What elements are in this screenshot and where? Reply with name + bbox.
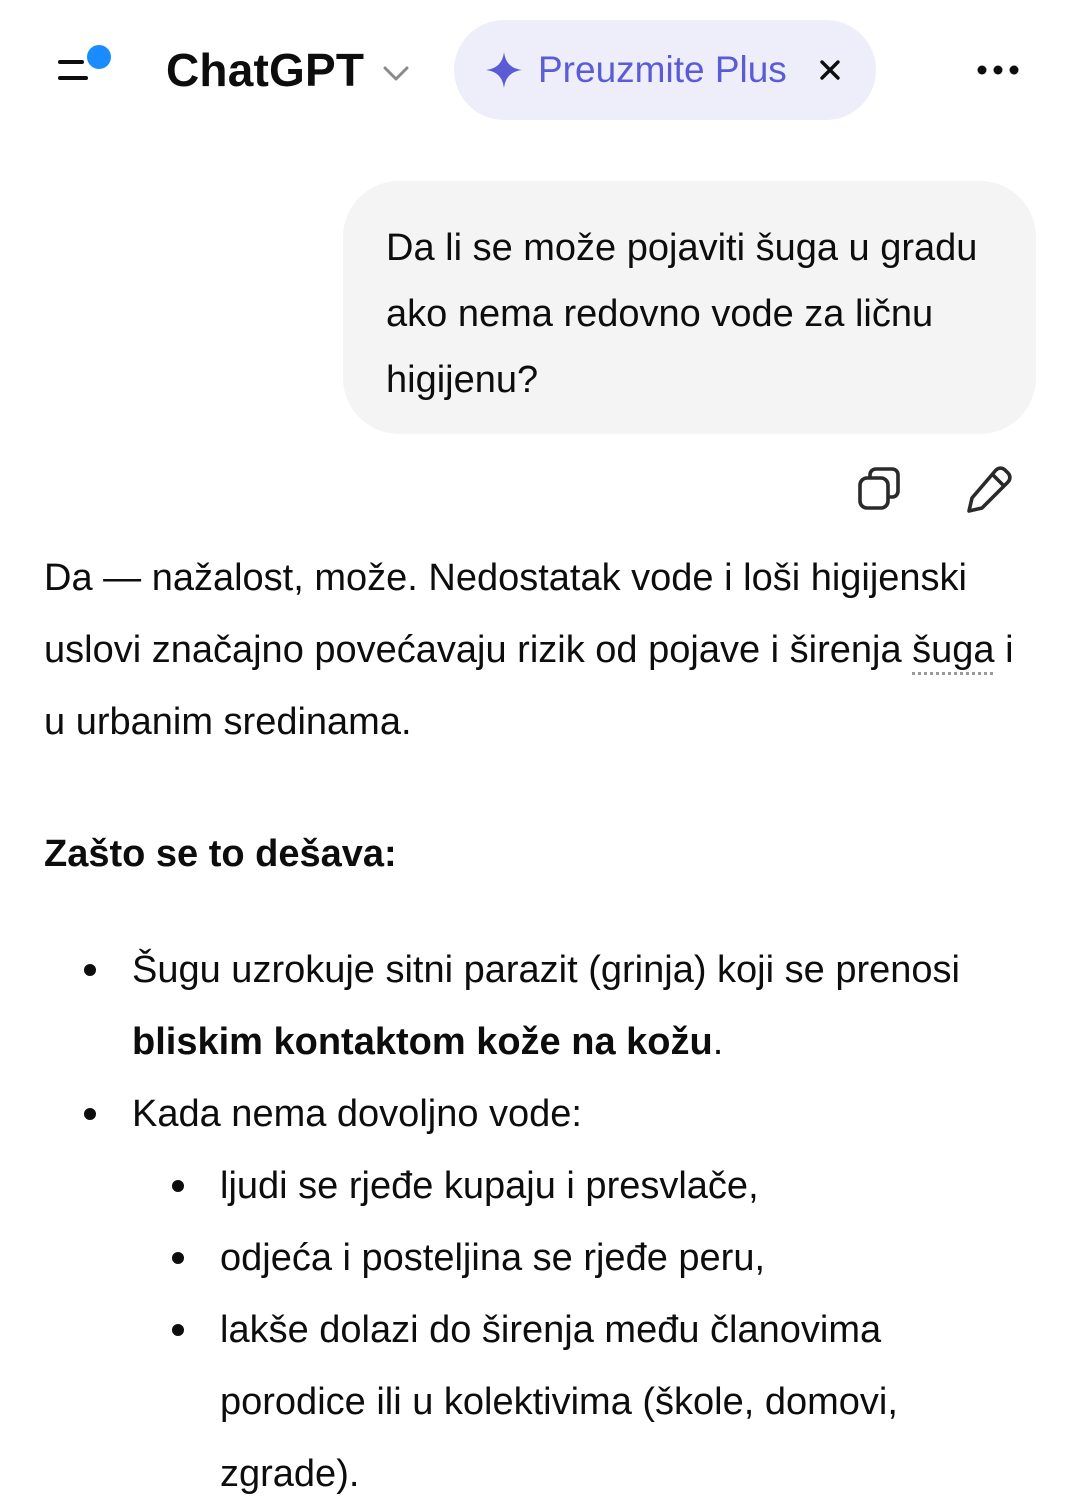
assistant-message	[44, 542, 1034, 1510]
list-item-text: Kada nema dovoljno vode:	[132, 1093, 582, 1135]
list-item	[44, 1078, 1034, 1510]
sidebar-menu-icon	[52, 40, 116, 92]
close-icon[interactable]	[814, 54, 846, 86]
sub-list-item: lakše dolazi do širenja među članovima porodice ili u kolektivima (škole, domovi, zgrade).	[132, 1294, 1034, 1510]
list-item-end: .	[712, 1021, 724, 1063]
sub-list-item: odjeća i posteljina se rjeđe peru,	[132, 1222, 1034, 1294]
top-bar	[0, 0, 1080, 140]
list-item-text: Šugu uzrokuje sitni parazit (grinja) koji se prenosi	[132, 949, 960, 991]
sparkle-icon	[484, 50, 524, 90]
bullet-list	[44, 934, 1034, 1510]
notification-dot	[87, 45, 111, 69]
sub-bullet-list	[132, 1150, 1034, 1510]
chevron-down-icon	[380, 57, 412, 89]
more-horizontal-icon	[970, 50, 1026, 90]
sub-list-item: ljudi se rjeđe kupaju i presvlače,	[132, 1150, 1034, 1222]
sidebar-menu-button[interactable]	[52, 40, 116, 92]
upgrade-label: Preuzmite Plus	[538, 49, 787, 90]
section-heading: Zašto se to dešava:	[44, 833, 397, 875]
intro-text: Da — nažalost, može. Nedostatak vode i loši higijenski uslovi značajno povećavaju rizik od pojave i širenja	[44, 557, 968, 671]
assistant-intro	[44, 542, 1034, 758]
term-link[interactable]: šuga	[912, 629, 995, 671]
user-message-bubble	[343, 181, 1036, 434]
more-options-button[interactable]	[970, 50, 1026, 90]
list-item	[44, 934, 1034, 1078]
list-item-bold: bliskim kontaktom kože na kožu	[132, 1021, 713, 1063]
copy-icon[interactable]	[852, 462, 908, 518]
upgrade-plus-button[interactable]	[454, 20, 876, 120]
intro-text-end: i u urbanim sredinama.	[44, 629, 1014, 743]
app-title: ChatGPT	[166, 44, 365, 96]
user-message-text: Da li se može pojaviti šuga u gradu ako nema redovno vode za ličnu higijenu?	[386, 227, 978, 401]
user-message-actions	[852, 462, 1016, 518]
model-selector[interactable]	[166, 40, 412, 100]
edit-pencil-icon[interactable]	[960, 462, 1016, 518]
